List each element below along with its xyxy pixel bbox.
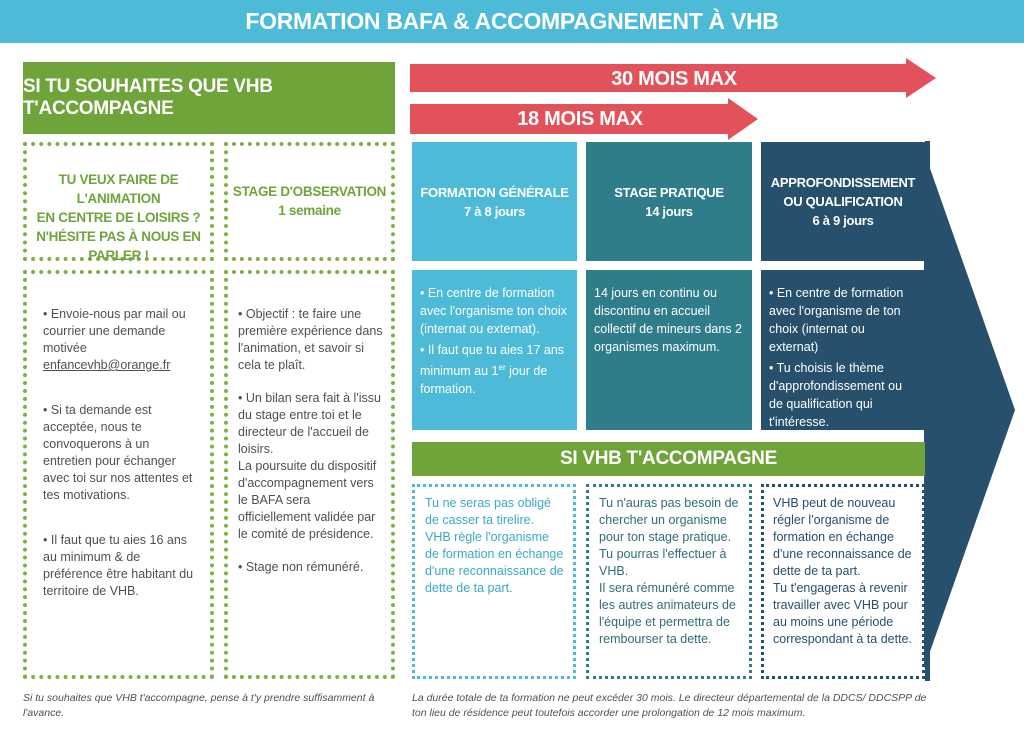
arrow-18-label: 18 MOIS MAX [517, 108, 643, 130]
phase-approf-p2: • Tu choisis le thème d'approfondissement ou de qualification qui t'intéresse. [769, 361, 903, 429]
left-details-box [23, 270, 214, 679]
phase-pratique-header [586, 142, 752, 261]
phase-approf-body [761, 270, 925, 430]
accompany-col-general [412, 484, 576, 679]
observation-duration: 1 semaine [278, 203, 341, 218]
phase-pratique-p1: 14 jours en continu ou discontinu en accueil collectif de mineurs dans 2 organismes maximum. [594, 286, 742, 354]
phase-approfondissement-header [761, 142, 925, 261]
progress-arrow-tip [920, 140, 1020, 680]
observation-box [224, 142, 395, 261]
intro-line-3: N'HÉSITE PAS À NOUS EN PARLER ! [36, 229, 201, 263]
accompany-col2-p2: Tu pourras l'effectuer à VHB. [599, 547, 727, 578]
intro-line-2: EN CENTRE DE LOISIRS ? [36, 210, 201, 225]
accompany-col2-p3: Il sera rémunéré comme les autres animateurs de l'équipe et permettra de rembourser ta dette. [599, 581, 736, 646]
phase-approf-duration: 6 à 9 jours [812, 213, 874, 228]
observation-details-box [224, 270, 395, 679]
intro-line-1: TU VEUX FAIRE DE L'ANIMATION [58, 172, 179, 206]
footer-right-note: La durée totale de ta formation ne peut excéder 30 mois. Le directeur départemental de la DDCS/ DDCSPP de ton lieu de résidence peut toutefois accorder une prolongation de 12 mois maximum. [412, 692, 927, 719]
footer-left-note: Si tu souhaites que VHB t'accompagne, pense à t'y prendre suffisamment à l'avance. [23, 692, 375, 719]
observation-details-p2b: La poursuite du dispositif d'accompagnement vers le BAFA sera officiellement validée par le comité de présidence. [238, 459, 377, 541]
phase-approf-p1: • En centre de formation avec l'organisme de ton choix (internat ou externat) [769, 286, 904, 354]
accompany-col1-p2: VHB règle l'organisme de formation en échange d'une reconnaissance de dette de ta part. [425, 530, 564, 595]
accompany-header-text: SI VHB T'ACCOMPAGNE [560, 448, 777, 469]
accompany-col-pratique [586, 484, 752, 679]
phase-general-header [412, 142, 577, 261]
intro-box [23, 142, 214, 261]
phase-general-body [412, 270, 577, 430]
phase-pratique-title: STAGE PRATIQUE [614, 184, 724, 200]
page-title-text: FORMATION BAFA & ACCOMPAGNEMENT À VHB [245, 8, 779, 34]
phase-general-p2-end: jour de formation. [420, 364, 548, 397]
phase-general-p2: • Il faut que tu aies 17 ans minimum au 1 [420, 343, 565, 379]
phase-general-sup: er [498, 363, 506, 372]
left-section-header [23, 62, 395, 134]
observation-title: STAGE D'OBSERVATION [232, 184, 387, 199]
observation-details-p2a: • Un bilan sera fait à l'issu du stage entre toi et le directeur de l'accueil de loisirs. [238, 391, 381, 456]
left-section-header-text: SI TU SOUHAITES QUE VHB T'ACCOMPAGNE [23, 76, 273, 119]
observation-details-p3: • Stage non rémunéré. [238, 560, 364, 574]
phase-approf-title-1: APPROFONDISSEMENT [770, 175, 916, 190]
accompany-col-approf [761, 484, 925, 679]
left-details-p3: • Il faut que tu aies 16 ans au minimum & de préférence être habitant du territoire de VHB. [43, 533, 194, 598]
phase-pratique-body [586, 270, 752, 430]
accompany-col3-p2: Tu t'engageras à revenir travailler avec VHB pour au moins une période correspondant à ta dette. [773, 581, 912, 646]
email-link[interactable]: enfancevhb@orange.fr [43, 358, 171, 372]
left-details-p2: • Si ta demande est acceptée, nous te convoquerons à un entretien pour échanger avec toi sur nos attentes et tes motivations. [43, 403, 193, 502]
arrow-30-label: 30 MOIS MAX [611, 68, 737, 90]
arrow-joint [925, 141, 930, 681]
phase-general-title: FORMATION GÉNÉRALE [420, 184, 569, 200]
accompany-col3-p1: VHB peut de nouveau régler l'organisme de formation en échange d'une reconnaissance de dette de ta part. [773, 496, 912, 578]
page-title [0, 0, 1024, 43]
phase-general-p1: • En centre de formation avec l'organisme ton choix (internat ou externat). [420, 286, 567, 336]
accompany-header [412, 442, 925, 476]
left-details-p1: • Envoie-nous par mail ou courrier une demande motivée [43, 307, 186, 355]
phase-general-duration: 7 à 8 jours [463, 203, 525, 219]
accompany-col2-p1: Tu n'auras pas besoin de chercher un organisme pour ton stage pratique. [599, 496, 739, 544]
accompany-col1-p1: Tu ne seras pas obligé de casser ta tirelire. [425, 496, 552, 527]
phase-pratique-duration: 14 jours [645, 203, 693, 219]
observation-details-p1: • Objectif : te faire une première expérience dans l'animation, et savoir si cela te plaît. [238, 307, 383, 372]
phase-approf-title-2: OU QUALIFICATION [783, 194, 903, 209]
